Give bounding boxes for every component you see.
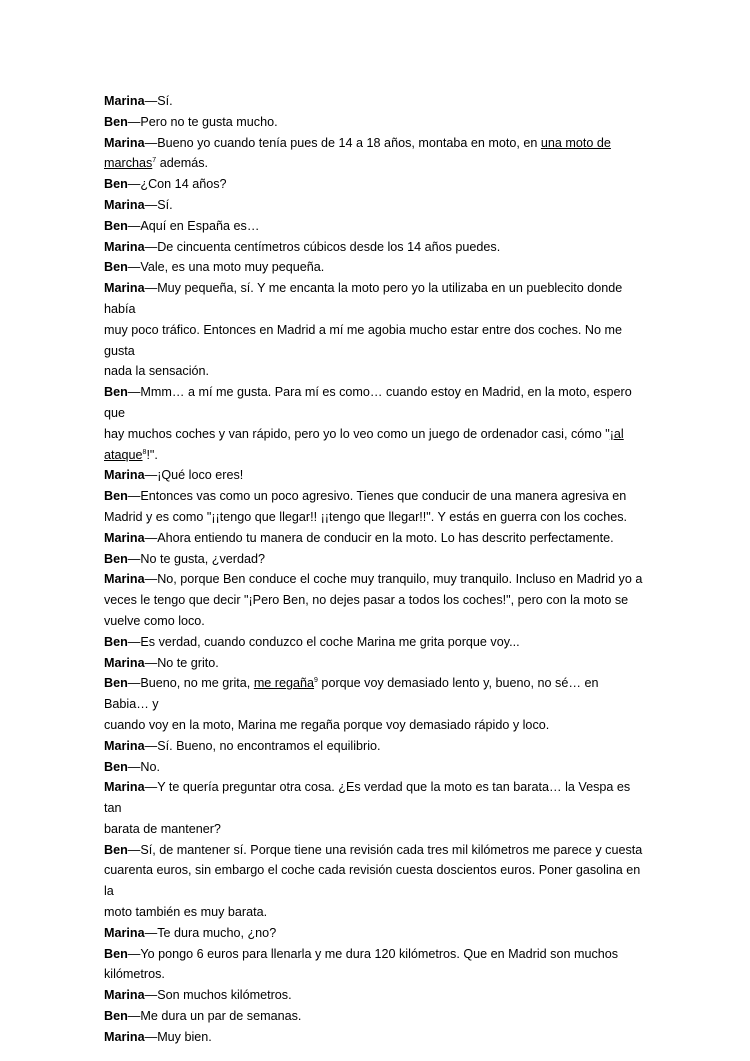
- dialogue-line: [104, 736, 644, 757]
- dialogue-line: [104, 840, 644, 923]
- dialogue-text: barata de mantener?: [104, 821, 221, 836]
- dialogue-line: [104, 195, 644, 216]
- speaker-name: Ben: [104, 218, 128, 233]
- dialogue-text: —Entonces vas como un poco agresivo. Tienes que conducir de una manera agresiva en: [127, 489, 627, 504]
- speaker-name: Ben: [104, 489, 128, 504]
- speaker-name: Ben: [104, 551, 128, 566]
- dialogue-text: —Muy bien.: [144, 1029, 212, 1044]
- dialogue-text: vuelve como loco.: [104, 613, 205, 628]
- dialogue-text: —Sí.: [144, 197, 173, 212]
- footnote-marker: 9: [314, 677, 318, 685]
- dialogue-text: kilómetros.: [104, 967, 165, 982]
- dialogue-text: —Sí. Bueno, no encontramos el equilibrio.: [144, 738, 381, 753]
- speaker-name: Ben: [104, 177, 128, 192]
- dialogue-text: —Te dura mucho, ¿no?: [144, 925, 277, 940]
- dialogue-text: —Yo pongo 6 euros para llenarla y me dura 120 kilómetros. Que en Madrid son muchos: [127, 946, 619, 961]
- footnote-marker: 8: [142, 448, 147, 456]
- dialogue-text: Madrid y es como "¡¡tengo que llegar!! ¡¡tengo que llegar!!". Y estás en guerra con los coches.: [104, 509, 628, 524]
- dialogue-line: [104, 653, 644, 674]
- speaker-name: Marina: [104, 572, 145, 587]
- dialogue-line: [104, 944, 644, 986]
- dialogue-line: [104, 1006, 644, 1027]
- dialogue-text: moto también es muy barata.: [104, 905, 268, 920]
- dialogue-text: nada la sensación.: [104, 364, 210, 379]
- dialogue-text: —Mmm… a mí me gusta. Para mí es como… cuando estoy en Madrid, en la moto, espero que: [104, 385, 632, 420]
- speaker-name: Ben: [104, 634, 128, 649]
- dialogue-line: [104, 465, 644, 486]
- dialogue-text: muy poco tráfico. Entonces en Madrid a mí me agobia mucho estar entre dos coches. No me gusta: [104, 322, 622, 358]
- dialogue-text: —Muy pequeña, sí. Y me encanta la moto pero yo la utilizaba en un pueblecito donde había: [104, 281, 623, 316]
- dialogue-text: —Sí.: [144, 94, 173, 108]
- dialogue-line: [104, 382, 644, 465]
- dialogue-text: —Ahora entiendo tu manera de conducir en la moto. Lo has descrito perfectamente.: [144, 530, 614, 545]
- dialogue-line: [104, 1027, 644, 1048]
- dialogue-line: [104, 673, 644, 735]
- dialogue-text: —Es verdad, cuando conduzco el coche Marina me grita porque voy...: [127, 634, 520, 649]
- glossary-term: ataque: [104, 447, 143, 462]
- dialogue-text: hay muchos coches y van rápido, pero yo lo veo como un juego de ordenador casi, cómo ": [104, 426, 610, 441]
- dialogue-text: —De cincuenta centímetros cúbicos desde los 14 años puedes.: [144, 239, 501, 254]
- dialogue-text: —Bueno yo cuando tenía pues de 14 a 18 años, montaba en moto, en: [144, 135, 541, 150]
- dialogue-line: [104, 486, 644, 528]
- dialogue-line: [104, 528, 644, 549]
- dialogue-text: —No te grito.: [144, 655, 219, 670]
- speaker-name: Ben: [104, 385, 128, 400]
- dialogue-line: [104, 257, 644, 278]
- speaker-name: Marina: [104, 197, 145, 212]
- dialogue-text: —¡Qué loco eres!: [144, 468, 244, 483]
- dialogue-line: [104, 569, 644, 631]
- dialogue-line: [104, 91, 644, 112]
- dialogue-line: [104, 757, 644, 778]
- speaker-name: Marina: [104, 530, 145, 545]
- dialogue-line: [104, 777, 644, 839]
- speaker-name: Marina: [104, 925, 145, 940]
- glossary-term: marchas: [104, 156, 153, 171]
- speaker-name: Marina: [104, 135, 145, 150]
- dialogue-text: —Sí, de mantener sí. Porque tiene una revisión cada tres mil kilómetros me parece y cuesta: [127, 842, 643, 857]
- dialogue-text: —Y te quería preguntar otra cosa. ¿Es verdad que la moto es tan barata… la Vespa es tan: [104, 780, 631, 816]
- speaker-name: Marina: [104, 780, 145, 795]
- dialogue-text: —Pero no te gusta mucho.: [127, 114, 278, 129]
- dialogue-text: cuando voy en la moto, Marina me regaña porque voy demasiado rápido y loco.: [104, 717, 550, 732]
- speaker-name: Marina: [104, 655, 145, 670]
- speaker-name: Marina: [104, 281, 145, 296]
- speaker-name: Marina: [104, 239, 145, 254]
- dialogue-text: —No.: [127, 759, 160, 774]
- glossary-term: me regaña: [253, 676, 315, 691]
- speaker-name: Ben: [104, 676, 128, 691]
- dialogue-line: [104, 112, 644, 133]
- dialogue-text: —No te gusta, ¿verdad?: [127, 551, 265, 566]
- dialogue-line: [104, 632, 644, 653]
- speaker-name: Ben: [104, 114, 128, 129]
- speaker-name: Marina: [104, 988, 145, 1003]
- dialogue-text: porque voy demasiado lento y, bueno, no sé… en Babia… y: [104, 676, 599, 712]
- dialogue-line: [104, 923, 644, 944]
- dialogue-line: [104, 174, 644, 195]
- dialogue-text: —Son muchos kilómetros.: [144, 988, 292, 1003]
- dialogue-text: —¿Con 14 años?: [127, 177, 227, 192]
- dialogue-text: cuarenta euros, sin embargo el coche cada revisión cuesta doscientos euros. Poner gasolina en la: [104, 863, 641, 899]
- speaker-name: Ben: [104, 842, 128, 857]
- dialogue-text: —Vale, es una moto muy pequeña.: [127, 260, 325, 275]
- dialogue-line: [104, 985, 644, 1006]
- dialogue-text: —Aquí en España es…: [127, 218, 260, 233]
- dialogue-line: [104, 133, 644, 175]
- dialogue-text: —Me dura un par de semanas.: [127, 1009, 302, 1024]
- speaker-name: Marina: [104, 468, 145, 483]
- speaker-name: Ben: [104, 759, 128, 774]
- dialogue-text: —Bueno, no me grita,: [127, 676, 254, 691]
- dialogue-line: [104, 549, 644, 570]
- speaker-name: Marina: [104, 1029, 145, 1044]
- dialogue-text: !".: [146, 447, 158, 462]
- dialogue-line: [104, 278, 644, 382]
- footnote-marker: 7: [152, 157, 157, 165]
- speaker-name: Ben: [104, 946, 128, 961]
- speaker-name: Marina: [104, 738, 145, 753]
- dialogue-line: [104, 237, 644, 258]
- glossary-term: ¡al: [609, 426, 624, 441]
- dialogue-line: [104, 216, 644, 237]
- glossary-term: una moto de: [540, 135, 611, 150]
- transcript-page: [104, 91, 644, 1048]
- dialogue-text: veces le tengo que decir "¡Pero Ben, no dejes pasar a todos los coches!", pero con la moto se: [104, 593, 629, 608]
- dialogue-text: además.: [156, 156, 209, 171]
- speaker-name: Ben: [104, 1009, 128, 1024]
- speaker-name: Ben: [104, 260, 128, 275]
- speaker-name: Marina: [104, 94, 145, 108]
- dialogue-text: —No, porque Ben conduce el coche muy tranquilo, muy tranquilo. Incluso en Madrid yo a: [144, 572, 643, 587]
